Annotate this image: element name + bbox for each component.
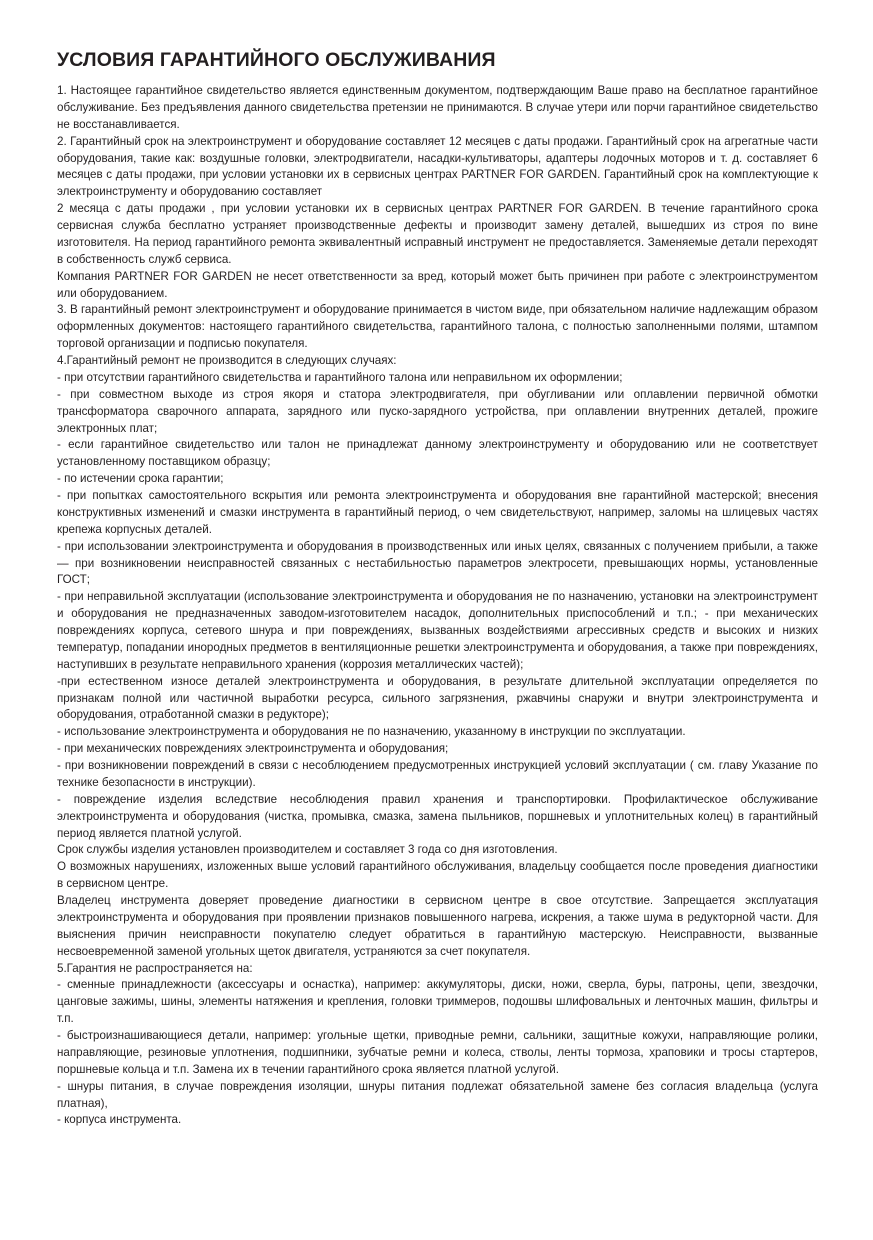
exclusion-item: - повреждение изделия вследствие несоблюдения правил хранения и транспортировки. Профилактическое обслуживание электроинструмента и оборудования (чистка, промывка, смазка, замена пыльников, поршневых и уплотнительных колец) в гарантийный период является платной услугой. — [57, 792, 818, 840]
exclusion-item: - по истечении срока гарантии; — [57, 472, 224, 486]
exclusion-item: - если гарантийное свидетельство или талон не принадлежат данному электроинструменту и оборудованию или не соответствует установленному поставщиком образцу; — [57, 438, 818, 469]
exclusion-item: - при механических повреждениях электроинструмента и оборудования; — [57, 742, 449, 756]
paragraph-owner-diagnostics: Владелец инструмента доверяет проведение диагностики в сервисном центре в свое отсутствие. Запрещается эксплуатация электроинструмента и оборудования при проявлении признаков повышенного нагрева, искрения, а также шума в редукторной части. Для выяснения причин неисправности покупателю следует обратиться в гарантийную мастерскую. Неисправности, вызванные несвоевременной заменой угольных щеток двигателя, устраняются за счет покупателя. — [57, 894, 818, 958]
paragraph-2-continued: 2 месяца с даты продажи , при условии установки их в сервисных центрах PARTNER FOR GARDEN. В течение гарантийного срока сервисная служба бесплатно устраняет производственные дефекты и производит замену деталей, вышедших из строя по вине изготовителя. На период гарантийного ремонта эквивалентный исправный инструмент не предоставляется. Заменяемые детали переходят в собственность служб сервиса. — [57, 202, 818, 266]
paragraph-1: 1. Настоящее гарантийное свидетельство является единственным документом, подтверждающим Ваше право на бесплатное гарантийное обслуживание. Без предъявления данного свидетельства претензии не принимаются. В случае утери или порчи гарантийное свидетельство не восстанавливается. — [57, 84, 818, 131]
non-warranty-item: - сменные принадлежности (аксессуары и оснастка), например: аккумуляторы, диски, ножи, сверла, буры, патроны, цепи, звездочки, цанговые зажимы, шины, элементы натяжения и крепления, головки триммеров, подошвы шлифовальных и ленточных машин, фильтры и т.п. — [57, 978, 818, 1026]
paragraph-service-life: Срок службы изделия установлен производителем и составляет 3 года со дня изготовления. — [57, 843, 558, 857]
exclusion-item: - при отсутствии гарантийного свидетельства и гарантийного талона или неправильном их оформлении; — [57, 370, 623, 384]
exclusion-item: - при попытках самостоятельного вскрытия или ремонта электроинструмента и оборудования вне гарантийной мастерской; внесения конструктивных изменений и смазки инструмента в гарантийный период, о чем свидетельствуют, например, заломы на шлицевых частях крепежа корпусных деталей. — [57, 489, 818, 536]
exclusion-item: - при неправильной эксплуатации (использование электроинструмента и оборудования не по назначению, установки на электроинструмент и оборудования не предназначенных заводом-изготовителем насадок, дополнительных приспособлений и т.п.; - при механических повреждениях корпуса, сетевого шнура и при повреждениях, вызванных воздействиями агрессивных средств и высоких и низких температур, попадании инородных предметов в вентиляционные решетки электроинструмента и оборудования, а также при повреждениях, наступивших в результате неправильного хранения (коррозия металлических частей); — [57, 590, 818, 671]
paragraph-2: 2. Гарантийный срок на электроинструмент и оборудование составляет 12 месяцев с даты продажи. Гарантийный срок на агрегатные части оборудования, такие как: воздушные головки, электродвигатели, насадки-культиваторы, адаптеры лодочных моторов и т. д. составляет 6 месяцев с даты продажи, при условии установки их в сервисных центрах PARTNER FOR GARDEN. Гарантийный срок на комплектующие к электроинструменту и оборудованию составляет — [57, 134, 818, 199]
paragraph-3: 3. В гарантийный ремонт электроинструмент и оборудование принимается в чистом виде, при обязательном наличие надлежащим образом оформленных документов: настоящего гарантийного свидетельства, гарантийного талона, с полностью заполненными полями, штампом торговой организации и подписью покупателя. — [57, 303, 818, 351]
paragraph-4-heading: 4.Гарантийный ремонт не производится в следующих случаях: — [57, 354, 397, 367]
exclusion-item: - использование электроинструмента и оборудования не по назначению, указанному в инструкции по эксплуатации. — [57, 725, 686, 739]
exclusion-item: - при использовании электроинструмента и оборудования в производственных или иных целях, связанных с получением прибыли, а также — при возникновении неисправностей связанных с нестабильностью параметров электросети, превышающих нормы, установленные ГОСТ; — [57, 539, 818, 587]
document-body — [57, 83, 818, 1129]
paragraph-5-heading: 5.Гарантия не распространяется на: — [57, 961, 253, 975]
warranty-page — [57, 48, 818, 1129]
exclusion-item: - при возникновении повреждений в связи с несоблюдением предусмотренных инструкцией условий эксплуатации ( см. главу Указание по технике безопасности в инструкции). — [57, 759, 818, 789]
non-warranty-item: - корпуса инструмента. — [57, 1113, 182, 1127]
non-warranty-item: - шнуры питания, в случае повреждения изоляции, шнуры питания подлежат обязательной замене без согласия владельца (услуга платная), — [57, 1079, 818, 1110]
document-title: УСЛОВИЯ ГАРАНТИЙНОГО ОБСЛУЖИВАНИЯ — [57, 49, 496, 71]
paragraph-company-liability: Компания PARTNER FOR GARDEN не несет ответственности за вред, который может быть причинен при работе с электроинструментом или оборудованием. — [57, 269, 818, 300]
non-warranty-item: - быстроизнашивающиеся детали, например: угольные щетки, приводные ремни, сальники, защитные кожухи, направляющие ролики, направляющие, резиновые уплотнения, подшипники, зубчатые ремни и колеса, стволы, ленты тормоза, храповики и тросы стартеров, поршневые кольца и т.п. Замена их в течении гарантийного срока является платной услугой. — [57, 1029, 818, 1076]
exclusion-item: - при совместном выходе из строя якоря и статора электродвигателя, при обугливании или оплавлении первичной обмотки трансформатора сварочного аппарата, зарядного или пуско-зарядного устройства, при оплавлении внутренних деталей, прожиге электронных плат; — [57, 387, 818, 435]
paragraph-diagnostics-notice: О возможных нарушениях, изложенных выше условий гарантийного обслуживания, владельцу сообщается после проведения диагностики в сервисном центре. — [57, 860, 818, 891]
exclusion-item: -при естественном износе деталей электроинструмента и оборудования, в результате длительной эксплуатации определяется по признакам полной или частичной выработки ресурса, сильного загрязнения, ржавчины снаружи и внутри электроинструмента и оборудования, отработанной смазки в редукторе); — [57, 674, 818, 722]
